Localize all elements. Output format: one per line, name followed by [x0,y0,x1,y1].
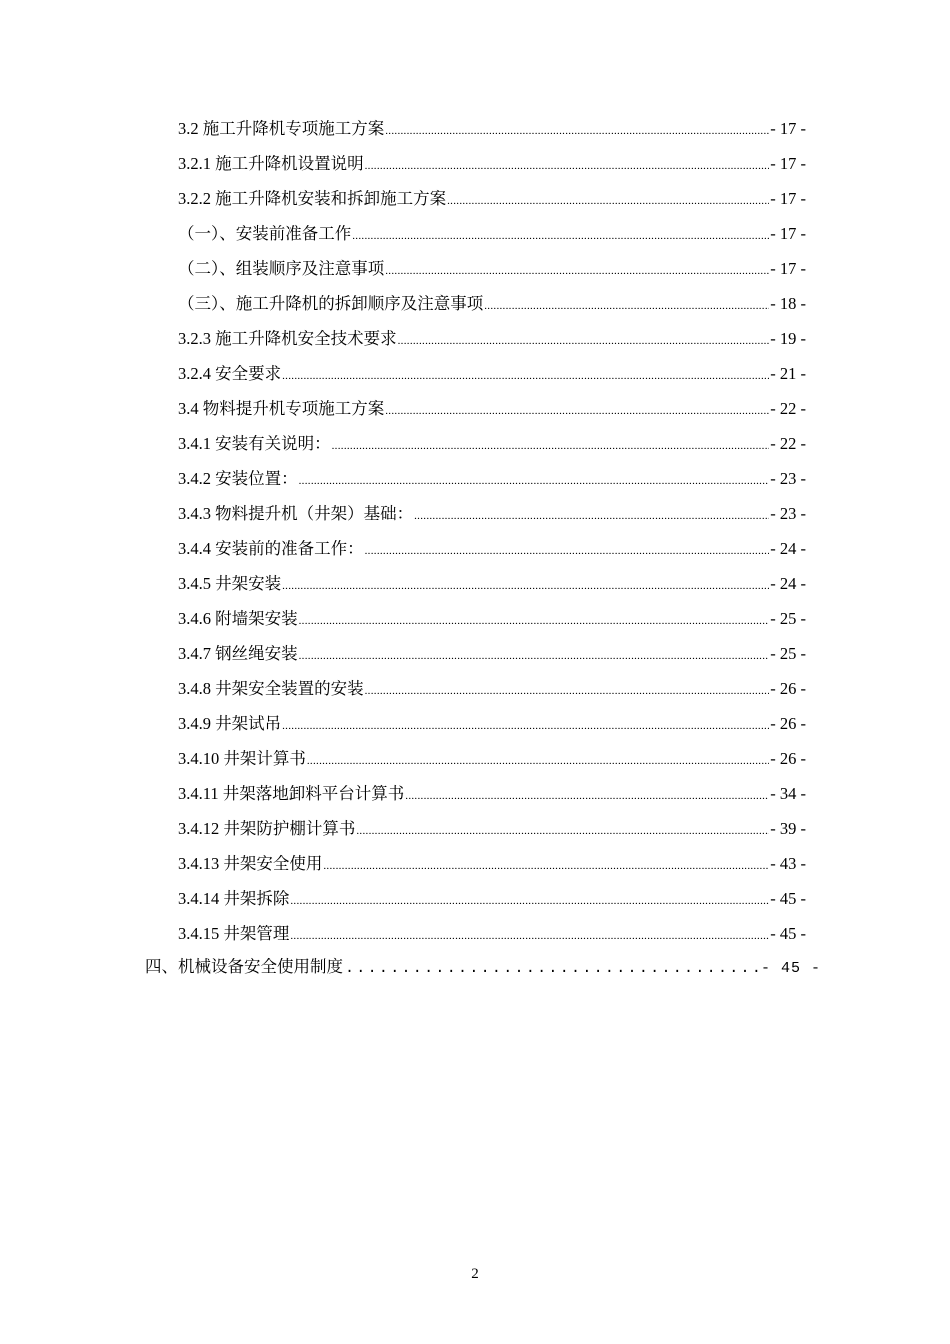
dot-leader [414,503,769,529]
toc-entry[interactable] [178,221,806,256]
dot-leader [323,853,769,879]
toc-entry-page: - 17 - [770,154,806,173]
toc-entry-page: - 23 - [770,469,806,488]
toc-entry-title: （二）、组装顺序及注意事项 [178,259,385,278]
toc-entry[interactable] [178,781,806,816]
dot-leader [356,818,769,844]
toc-entry[interactable] [178,431,806,466]
toc-entry-page: - 45 - [770,924,806,943]
toc-entry[interactable] [178,606,806,641]
toc-entry-page: - 22 - [770,399,806,418]
toc-entry[interactable] [178,886,806,921]
toc-entry-title: （三）、施工升降机的拆卸顺序及注意事项 [178,294,484,313]
toc-entry-title: 3.4.12 井架防护棚计算书 [178,819,356,838]
toc-entry[interactable] [178,536,806,571]
toc-entry-page: - 17 - [770,224,806,243]
dot-leader [290,923,769,949]
toc-entry-title: 3.2.3 施工升降机安全技术要求 [178,329,397,348]
toc-entry-title: 四、机械设备安全使用制度 [145,957,343,976]
toc-entry-title: 3.4.10 井架计算书 [178,749,306,768]
toc-entry-page: - 17 - [770,119,806,138]
toc-entry-page: - 34 - [770,784,806,803]
dot-leader [299,608,770,634]
dot-leader [365,678,770,704]
toc-entry-title: 3.2.2 施工升降机安装和拆卸施工方案 [178,189,447,208]
toc-entry[interactable] [178,746,806,781]
toc-entry-title: 3.4.6 附墙架安装 [178,609,298,628]
toc-entry[interactable] [178,256,806,291]
toc-entry-title: 3.4.13 井架安全使用 [178,854,323,873]
toc-entry-chapter-4[interactable] [145,954,821,982]
dot-leader [282,713,769,739]
toc-entry[interactable] [178,466,806,501]
toc-entry[interactable] [178,676,806,711]
toc-entry-title: 3.4.3 物料提升机（井架）基础： [178,504,414,523]
toc-entry[interactable] [178,291,806,326]
toc-entry-title: 3.4.5 井架安装 [178,574,282,593]
dot-leader [385,118,769,144]
toc-entry[interactable] [178,501,806,536]
toc-entry-page: - 21 - [770,364,806,383]
toc-entry[interactable] [178,116,806,151]
toc-entry-page: - 39 - [770,819,806,838]
toc-entry-page: - 17 - [770,259,806,278]
toc-entry-title: 3.4.4 安装前的准备工作： [178,539,364,558]
toc-entry-page: - 17 - [770,189,806,208]
toc-entry-page: - 19 - [770,329,806,348]
toc-entry-title: 3.4.7 钢丝绳安装 [178,644,298,663]
toc-entry-title: 3.4.9 井架试吊 [178,714,282,733]
toc-entry-title: 3.4 物料提升机专项施工方案 [178,399,385,418]
toc-entry-title: 3.4.11 井架落地卸料平台计算书 [178,784,405,803]
page-number-footer: 2 [471,1266,479,1282]
dot-leader [299,643,770,669]
dot-leader [282,573,769,599]
dot-leader [345,956,761,982]
toc-entry[interactable] [178,711,806,746]
toc-entry-title: 3.4.2 安装位置： [178,469,298,488]
toc-entry[interactable] [178,921,806,956]
toc-entry-page: - 22 - [770,434,806,453]
toc-entry[interactable] [178,641,806,676]
toc-entry-title: 3.2.1 施工升降机设置说明 [178,154,364,173]
toc-entry[interactable] [178,361,806,396]
toc-entry[interactable] [178,571,806,606]
table-of-contents [178,116,806,956]
toc-entry-page: - 23 - [770,504,806,523]
toc-entry-title: 3.2 施工升降机专项施工方案 [178,119,385,138]
toc-entry-page: - 25 - [770,644,806,663]
toc-entry-page: - 45 - [760,960,821,977]
toc-entry[interactable] [178,151,806,186]
toc-entry[interactable] [178,396,806,431]
toc-entry-page: - 24 - [770,539,806,558]
toc-entry-title: 3.4.15 井架管理 [178,924,290,943]
toc-entry[interactable] [178,186,806,221]
dot-leader [484,293,769,319]
dot-leader [290,888,769,914]
toc-entry[interactable] [178,326,806,361]
toc-entry-page: - 18 - [770,294,806,313]
dot-leader [385,258,769,284]
toc-entry-page: - 25 - [770,609,806,628]
toc-entry-title: （一）、安装前准备工作 [178,224,352,243]
dot-leader [299,468,770,494]
dot-leader [447,188,769,214]
toc-entry-title: 3.4.14 井架拆除 [178,889,290,908]
dot-leader [307,748,769,774]
dot-leader [398,328,770,354]
toc-entry-page: - 24 - [770,574,806,593]
dot-leader [365,538,770,564]
dot-leader [365,153,770,179]
toc-entry-title: 3.4.1 安装有关说明： [178,434,331,453]
dot-leader [405,783,769,809]
dot-leader [385,398,769,424]
toc-entry-page: - 45 - [770,889,806,908]
dot-leader [332,433,770,459]
dot-leader [352,223,769,249]
dot-leader [282,363,769,389]
toc-entry-title: 3.4.8 井架安全装置的安装 [178,679,364,698]
toc-entry-page: - 26 - [770,679,806,698]
toc-entry[interactable] [178,851,806,886]
toc-entry[interactable] [178,816,806,851]
toc-entry-page: - 26 - [770,749,806,768]
toc-entry-page: - 43 - [770,854,806,873]
toc-entry-page: - 26 - [770,714,806,733]
toc-entry-title: 3.2.4 安全要求 [178,364,282,383]
